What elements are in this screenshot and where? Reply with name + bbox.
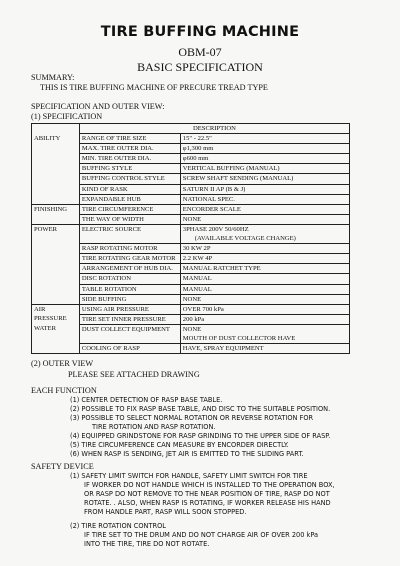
- each-function-heading: EACH FUNCTION: [31, 386, 97, 395]
- list-item: (6) WHEN RASP IS SENDING, JET AIR IS EMITTED TO THE SLIDING PART.: [70, 450, 304, 458]
- table-cell-category: [32, 174, 80, 184]
- table-row: [32, 314, 350, 324]
- table-cell-item: USING AIR PRESSURE: [79, 304, 180, 314]
- table-row: [32, 194, 350, 204]
- table-cell-item: SIDE BUFFING: [79, 294, 180, 304]
- table-row: [32, 264, 350, 274]
- spec-subheading: (1) SPECIFICATION: [31, 112, 103, 121]
- table-row: [32, 174, 350, 184]
- table-cell-value: MOUTH OF DUST COLLECTOR HAVE: [180, 334, 349, 344]
- table-cell-category: AIR: [32, 304, 80, 314]
- table-cell-item: THE WAY OF WIDTH: [79, 214, 180, 224]
- table-cell-item: EXPANDABLE HUB: [79, 194, 180, 204]
- table-cell-value: ENCORDER SCALE: [180, 204, 349, 214]
- table-cell-value: φ600 mm: [180, 154, 349, 164]
- table-cell-item: BUFFING CONTROL STYLE: [79, 174, 180, 184]
- document-subtitle: BASIC SPECIFICATION: [137, 60, 263, 74]
- table-cell-value: MANUAL: [180, 274, 349, 284]
- summary-heading: SUMMARY:: [31, 73, 75, 82]
- table-row: [32, 134, 350, 144]
- table-row: [32, 254, 350, 264]
- table-cell-item: TIRE SET INNER PRESSURE: [79, 314, 180, 324]
- table-cell-value: 200 kPa: [180, 314, 349, 324]
- table-cell-item: ARRANGEMENT OF HUB DIA.: [79, 264, 180, 274]
- table-cell-value: 30 KW 2P: [180, 244, 349, 254]
- table-cell-category: [32, 334, 80, 344]
- table-cell-category: [32, 264, 80, 274]
- table-cell-value: NONE: [180, 324, 349, 334]
- table-row: [32, 144, 350, 154]
- table-cell-category: [32, 184, 80, 194]
- table-cell-category: POWER: [32, 224, 80, 234]
- table-cell-category: [32, 164, 80, 174]
- table-row: [32, 274, 350, 284]
- list-item: ROTATE. . ALSO, WHEN RASP IS ROTATING, IF WORKER RELEASE HIS HAND: [84, 499, 331, 507]
- model-number: OBM-07: [178, 45, 222, 59]
- outer-view-heading: (2) OUTER VIEW: [31, 359, 94, 368]
- table-cell-category: [32, 234, 80, 244]
- spec-section-heading: SPECIFICATION AND OUTER VIEW:: [31, 102, 165, 111]
- table-cell-item: MIN. TIRE OUTER DIA.: [79, 154, 180, 164]
- list-item: (2) POSSIBLE TO FIX RASP BASE TABLE, AND DISC TO THE SUITABLE POSITION.: [70, 405, 331, 413]
- table-cell-item: DUST COLLECT EQUIPMENT: [79, 324, 180, 334]
- table-cell-value: SCREW SHAFT SENDING (MANUAL): [180, 174, 349, 184]
- table-cell-category: [32, 254, 80, 264]
- table-cell-item: [79, 334, 180, 344]
- table-cell-category: [32, 144, 80, 154]
- document-title: TIRE BUFFING MACHINE: [100, 24, 300, 40]
- table-cell-item: MAX. TIRE OUTER DIA.: [79, 144, 180, 154]
- table-cell-value: OVER 700 kPa: [180, 304, 349, 314]
- table-cell-category: [32, 244, 80, 254]
- table-cell-category: [32, 344, 80, 354]
- table-row: [32, 204, 350, 214]
- table-cell-value: VERTICAL BUFFING (MANUAL): [180, 164, 349, 174]
- table-cell-value: (AVAILABLE VOLTAGE CHANGE): [180, 234, 349, 244]
- table-cell-value: NONE: [180, 214, 349, 224]
- table-cell-item: RANGE OF TIRE SIZE: [79, 134, 180, 144]
- list-item: OR RASP DO NOT REMOVE TO THE NEAR POSITION OF TIRE, RASP DO NOT: [84, 490, 330, 498]
- table-header-description: DESCRIPTION: [79, 124, 349, 134]
- table-row: [32, 154, 350, 164]
- table-row: [32, 344, 350, 354]
- table-cell-value: 15" - 22.5": [180, 134, 349, 144]
- table-row: [32, 244, 350, 254]
- table-cell-value: HAVE, SPRAY EQUIPMENT: [180, 344, 349, 354]
- table-cell-item: TIRE CIRCUMFERENCE: [79, 204, 180, 214]
- table-row: [32, 294, 350, 304]
- table-cell-item: RASP ROTATING MOTOR: [79, 244, 180, 254]
- list-item: (1) SAFETY LIMIT SWITCH FOR HANDLE, SAFETY LIMIT SWITCH FOR TIRE: [70, 472, 308, 480]
- table-cell-item: TABLE ROTATION: [79, 284, 180, 294]
- table-cell-category: [32, 214, 80, 224]
- table-cell-item: TIRE ROTATING GEAR MOTOR: [79, 254, 180, 264]
- table-row: [32, 324, 350, 334]
- table-row: [32, 234, 350, 244]
- table-cell-item: KIND OF RASK: [79, 184, 180, 194]
- list-item: (4) EQUIPPED GRINDSTONE FOR RASP GRINDING TO THE UPPER SIDE OF RASP.: [70, 432, 331, 440]
- table-cell-value: 3PHASE 200V 50/60HZ: [180, 224, 349, 234]
- table-cell-value: MANUAL RATCHET TYPE: [180, 264, 349, 274]
- table-cell-category: [32, 194, 80, 204]
- list-item: (2) TIRE ROTATION CONTROL: [70, 522, 166, 530]
- list-item: INTO THE TIRE, TIRE DO NOT ROTATE.: [84, 540, 210, 548]
- table-row: [32, 224, 350, 234]
- summary-text: THIS IS TIRE BUFFING MACHINE OF PRECURE TREAD TYPE: [40, 83, 268, 92]
- list-item: (1) CENTER DETECTION OF RASP BASE TABLE.: [70, 396, 223, 404]
- table-cell-category: [32, 274, 80, 284]
- list-item: (5) TIRE CIRCUMFERENCE CAN MEASURE BY ENCORDER DIRECTLY.: [70, 441, 289, 449]
- specification-table: [31, 123, 350, 354]
- list-item: IF TIRE SET TO THE DRUM AND DO NOT CHARGE AIR OF OVER 200 kPa: [84, 531, 319, 539]
- table-cell-value: NATIONAL SPEC.: [180, 194, 349, 204]
- table-cell-value: 2.2 KW 4P: [180, 254, 349, 264]
- table-cell-item: [79, 234, 180, 244]
- table-row: [32, 184, 350, 194]
- table-row: [32, 334, 350, 344]
- table-cell-category: ABILITY: [32, 134, 80, 144]
- list-item: TIRE ROTATION AND RASP ROTATION.: [92, 423, 216, 431]
- table-cell-item: DISC ROTATION: [79, 274, 180, 284]
- safety-device-heading: SAFETY DEVICE: [31, 462, 94, 471]
- table-row: [32, 304, 350, 314]
- table-cell-value: MANUAL: [180, 284, 349, 294]
- table-row: [32, 214, 350, 224]
- outer-view-text: PLEASE SEE ATTACHED DRAWING: [68, 370, 200, 379]
- table-header-row: [32, 124, 350, 134]
- table-cell-item: BUFFING STYLE: [79, 164, 180, 174]
- list-item: FROM HANDLE PART, RASP WILL SOON STOPPED.: [84, 508, 247, 516]
- table-cell-value: φ1,300 mm: [180, 144, 349, 154]
- table-cell-category: [32, 154, 80, 164]
- table-row: [32, 284, 350, 294]
- table-cell-item: ELECTRIC SOURCE: [79, 224, 180, 234]
- table-cell-category: WATER: [32, 324, 80, 334]
- table-cell-category: FINISHING: [32, 204, 80, 214]
- table-cell-category: [32, 284, 80, 294]
- table-cell-item: COOLING OF RASP: [79, 344, 180, 354]
- table-cell-value: NONE: [180, 294, 349, 304]
- table-row: [32, 164, 350, 174]
- table-header-blank: [32, 124, 80, 134]
- table-cell-category: [32, 294, 80, 304]
- table-cell-category: PRESSURE: [32, 314, 80, 324]
- table-cell-value: SATURN II AP (B & J): [180, 184, 349, 194]
- list-item: (3) POSSIBLE TO SELECT NORMAL ROTATION OR REVERSE ROTATION FOR: [70, 414, 314, 422]
- list-item: IF WORKER DO NOT HANDLE WHICH IS INSTALLED TO THE OPERATION BOX,: [84, 481, 335, 489]
